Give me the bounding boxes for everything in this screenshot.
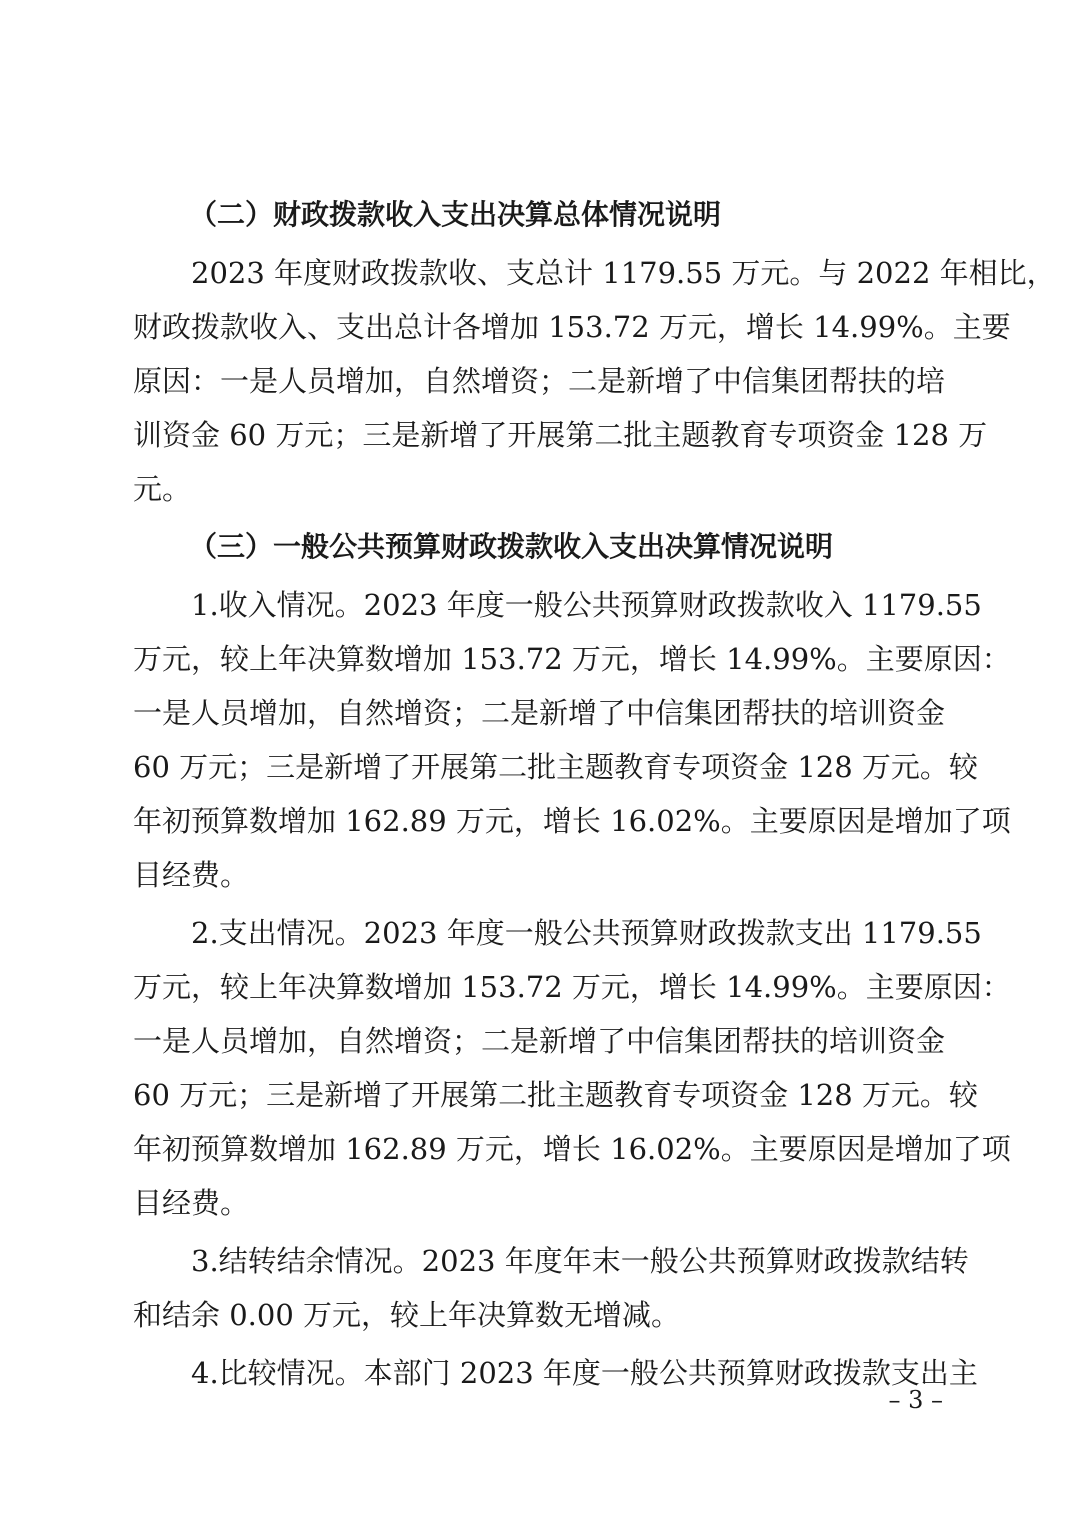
paragraph-line: 原因：一是人员增加，自然增资；二是新增了中信集团帮扶的培 bbox=[133, 364, 946, 398]
paragraph-line: 和结余 0.00 万元，较上年决算数无增减。 bbox=[133, 1298, 681, 1332]
paragraph-line: 2023 年度财政拨款收、支总计 1179.55 万元。与 2022 年相比， bbox=[191, 256, 1056, 290]
paragraph-line: 训资金 60 万元；三是新增了开展第二批主题教育专项资金 128 万 bbox=[133, 418, 988, 452]
paragraph-line: 万元，较上年决算数增加 153.72 万元，增长 14.99%。主要原因： bbox=[133, 970, 1011, 1004]
paragraph-line: 元。 bbox=[133, 472, 192, 506]
paragraph-line: 2.支出情况。2023 年度一般公共预算财政拨款支出 1179.55 bbox=[191, 916, 982, 950]
page-number: – 3 – bbox=[888, 1386, 943, 1414]
paragraph-carryover bbox=[133, 1234, 969, 1342]
paragraph-line: 3.结转结余情况。2023 年度年末一般公共预算财政拨款结转 bbox=[191, 1244, 969, 1278]
paragraph-line: 年初预算数增加 162.89 万元，增长 16.02%。主要原因是增加了项 bbox=[133, 804, 1011, 838]
paragraph-line: 年初预算数增加 162.89 万元，增长 16.02%。主要原因是增加了项 bbox=[133, 1132, 1011, 1166]
paragraph-income bbox=[133, 578, 1011, 902]
paragraph-line: 4.比较情况。本部门 2023 年度一般公共预算财政拨款支出主 bbox=[191, 1356, 978, 1390]
paragraph-line: 财政拨款收入、支出总计各增加 153.72 万元，增长 14.99%。主要 bbox=[133, 310, 1011, 344]
paragraph-expenditure bbox=[133, 906, 1011, 1230]
section-heading-financial-overview: （二）财政拨款收入支出决算总体情况说明 bbox=[189, 198, 722, 231]
paragraph-comparison bbox=[133, 1346, 978, 1400]
document-body bbox=[133, 188, 1056, 1404]
paragraph-line: 60 万元；三是新增了开展第二批主题教育专项资金 128 万元。较 bbox=[133, 1078, 978, 1112]
paragraph-line: 1.收入情况。2023 年度一般公共预算财政拨款收入 1179.55 bbox=[191, 588, 982, 622]
paragraph-line: 目经费。 bbox=[133, 1186, 250, 1220]
paragraph-line: 目经费。 bbox=[133, 858, 250, 892]
paragraph-line: 一是人员增加，自然增资；二是新增了中信集团帮扶的培训资金 bbox=[133, 696, 946, 730]
section-heading-general-budget: （三）一般公共预算财政拨款收入支出决算情况说明 bbox=[189, 530, 834, 563]
paragraph-line: 一是人员增加，自然增资；二是新增了中信集团帮扶的培训资金 bbox=[133, 1024, 946, 1058]
paragraph-financial-overview bbox=[133, 246, 1056, 516]
paragraph-line: 万元，较上年决算数增加 153.72 万元，增长 14.99%。主要原因： bbox=[133, 642, 1011, 676]
paragraph-line: 60 万元；三是新增了开展第二批主题教育专项资金 128 万元。较 bbox=[133, 750, 978, 784]
